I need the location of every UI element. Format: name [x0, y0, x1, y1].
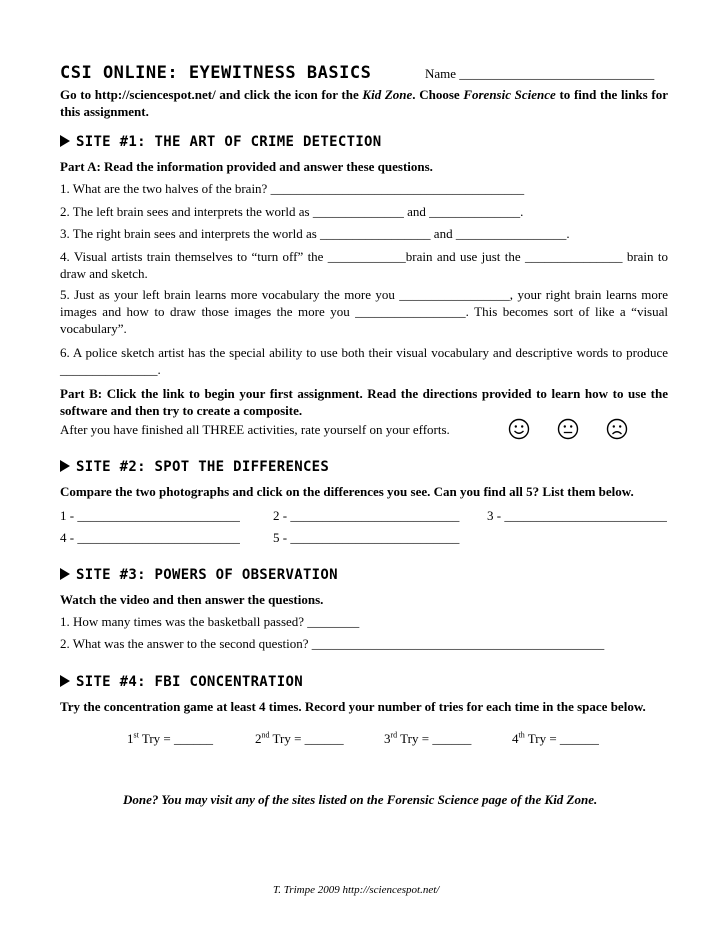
- try-1: 1st Try = ______: [127, 730, 214, 746]
- difference-2: 2 - __________________________: [273, 508, 460, 523]
- site2-instructions: Compare the two photographs and click on the differences you see. Can you find all 5? List them below.: [60, 484, 634, 499]
- site1-question-2: 2. The left brain sees and interprets the world as ______________ and ______________.: [60, 204, 524, 219]
- triangle-bullet-icon: [60, 460, 70, 472]
- site1-part-b: Part B: Click the link to begin your first assignment. Read the directions provided to learn how to use the software and then try to create a composite.: [60, 386, 668, 418]
- site1-part-a: Part A: Read the information provided and answer these questions.: [60, 159, 433, 174]
- site3-question-1: 1. How many times was the basketball passed? ________: [60, 614, 360, 629]
- name-field-label: Name ______________________________: [425, 66, 655, 81]
- smiley-face-icon[interactable]: [508, 418, 530, 440]
- site1-heading: SITE #1: THE ART OF CRIME DETECTION: [60, 134, 382, 150]
- kid-zone-label: Kid Zone: [362, 87, 413, 102]
- done-message: Done? You may visit any of the sites listed on the Forensic Science page of the Kid Zone.: [123, 792, 598, 807]
- worksheet-title: CSI ONLINE: EYEWITNESS BASICS: [60, 63, 372, 83]
- site2-heading: SITE #2: SPOT THE DIFFERENCES: [60, 459, 329, 475]
- footer-credit: T. Trimpe 2009 http://sciencespot.net/: [273, 884, 440, 896]
- try-3: 3rd Try = ______: [384, 730, 472, 746]
- site1-rate-instructions: After you have finished all THREE activities, rate yourself on your efforts.: [60, 422, 450, 437]
- try-2: 2nd Try = ______: [255, 730, 344, 746]
- neutral-face-icon[interactable]: [557, 418, 579, 440]
- site3-heading: SITE #3: POWERS OF OBSERVATION: [60, 567, 338, 583]
- site4-instructions: Try the concentration game at least 4 times. Record your number of tries for each time in the space below.: [60, 699, 646, 714]
- site1-question-5: 5. Just as your left brain learns more vocabulary the more you _________________, your right brain learns more images and how to draw those images the more you _________________. This becomes sort of like a “visual vocabulary”.: [60, 287, 668, 336]
- site3-question-2: 2. What was the answer to the second question? _____________________________________________: [60, 636, 605, 651]
- site4-heading: SITE #4: FBI CONCENTRATION: [60, 674, 303, 690]
- triangle-bullet-icon: [60, 568, 70, 580]
- site3-instructions: Watch the video and then answer the questions.: [60, 592, 324, 607]
- difference-5: 5 - __________________________: [273, 530, 460, 545]
- difference-4: 4 - _________________________: [60, 530, 240, 545]
- frown-face-icon[interactable]: [606, 418, 628, 440]
- site1-question-4: 4. Visual artists train themselves to “turn off” the ____________brain and use just the _______________ brain to draw and sketch.: [60, 249, 668, 281]
- triangle-bullet-icon: [60, 675, 70, 687]
- triangle-bullet-icon: [60, 135, 70, 147]
- forensic-science-label: Forensic Science: [463, 87, 556, 102]
- difference-3: 3 - _________________________: [487, 508, 667, 523]
- intro-text: Go to http://sciencespot.net/ and click the icon for the Kid Zone. Choose Forensic Science to find the links for this assignment.: [60, 87, 668, 119]
- site1-question-6: 6. A police sketch artist has the special ability to use both their visual vocabulary and descriptive words to produce _______________.: [60, 345, 668, 377]
- difference-1: 1 - _________________________: [60, 508, 240, 523]
- try-4: 4th Try = ______: [512, 730, 599, 746]
- site1-question-3: 3. The right brain sees and interprets the world as _________________ and _________________.: [60, 226, 570, 241]
- site1-question-1: 1. What are the two halves of the brain? _______________________________________: [60, 181, 525, 196]
